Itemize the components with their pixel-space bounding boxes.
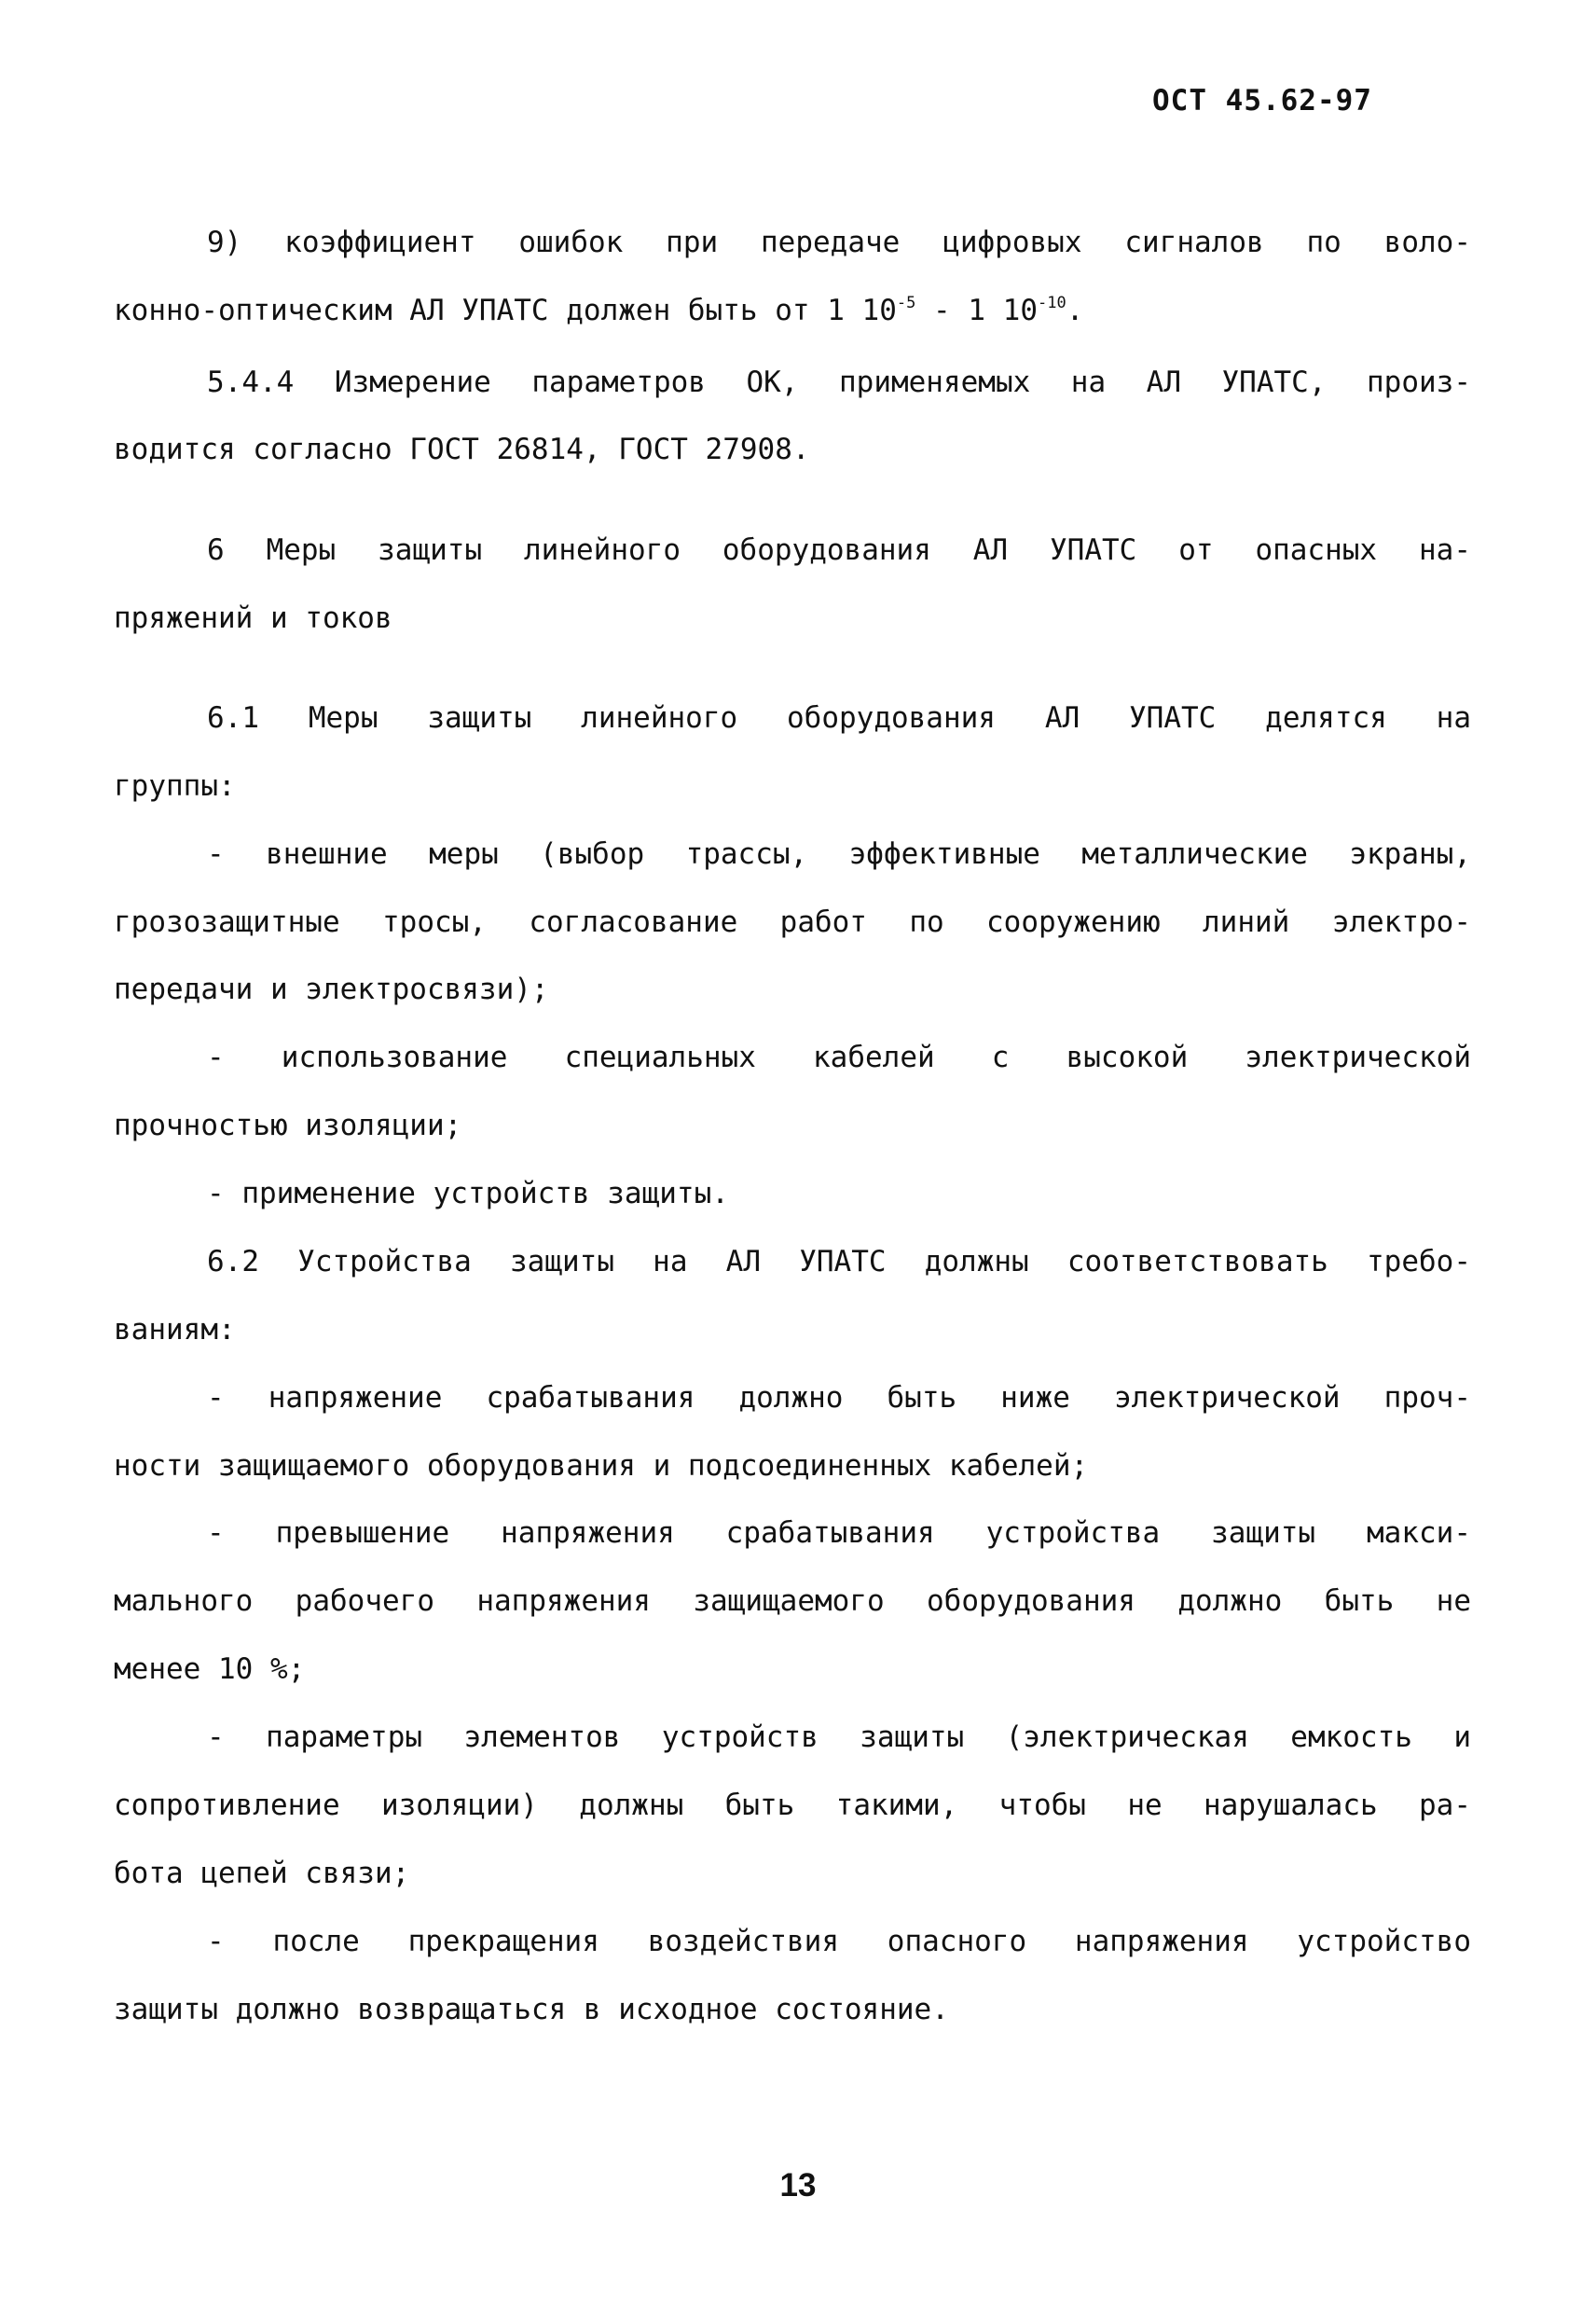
- s61-line1: 6.1 Меры защиты линейного оборудования АЛ УПАТС делятся на: [207, 701, 1471, 735]
- s62-bullet2-line1: - превышение напряжения срабатывания устройства защиты макси-: [207, 1516, 1471, 1550]
- s544-line2: водится согласно ГОСТ 26814, ГОСТ 27908.: [114, 433, 810, 466]
- s62-bullet4-line1: - после прекращения воздействия опасного напряжения устройство: [207, 1925, 1471, 1958]
- s62-line2: ваниям:: [114, 1313, 236, 1347]
- item9-line1: 9) коэффициент ошибок при передаче цифровых сигналов по воло-: [207, 226, 1471, 259]
- s62-bullet3-line3: бота цепей связи;: [114, 1857, 410, 1890]
- s62-bullet4-line2: защиты должно возвращаться в исходное состояние.: [114, 1993, 949, 2026]
- s61-bullet1-line1: - внешние меры (выбор трассы, эффективные металлические экраны,: [207, 837, 1471, 871]
- s62-bullet1-line2: ности защищаемого оборудования и подсоединенных кабелей;: [114, 1449, 1089, 1483]
- document-code: ОСТ 45.62-97: [1152, 84, 1372, 117]
- s61-line2: группы:: [114, 769, 236, 803]
- exponent-1: -5: [896, 294, 916, 312]
- page-number: 13: [779, 2167, 817, 2204]
- item9-line2-text: конно-оптическим АЛ УПАТС должен быть от 1 10: [114, 294, 897, 327]
- section6-heading-line1: 6 Меры защиты линейного оборудования АЛ УПАТС от опасных на-: [207, 533, 1471, 567]
- s61-bullet2-line2: прочностью изоляции;: [114, 1109, 462, 1142]
- s62-bullet3-line2: сопротивление изоляции) должны быть такими, чтобы не нарушалась ра-: [114, 1789, 1471, 1822]
- s61-bullet3-line1: - применение устройств защиты.: [207, 1177, 729, 1210]
- s62-bullet1-line1: - напряжение срабатывания должно быть ниже электрической проч-: [207, 1381, 1471, 1415]
- s62-bullet2-line3: менее 10 %;: [114, 1652, 306, 1686]
- s62-line1: 6.2 Устройства защиты на АЛ УПАТС должны соответствовать требо-: [207, 1245, 1471, 1278]
- section6-heading-line2: пряжений и токов: [114, 601, 392, 635]
- s544-line1: 5.4.4 Измерение параметров ОК, применяемых на АЛ УПАТС, произ-: [207, 366, 1471, 399]
- item9-line2: [114, 292, 1471, 329]
- s62-bullet2-line2: мального рабочего напряжения защищаемого оборудования должно быть не: [114, 1584, 1471, 1618]
- s62-bullet3-line1: - параметры элементов устройств защиты (электрическая емкость и: [207, 1720, 1471, 1754]
- exponent-2: -10: [1038, 294, 1066, 312]
- item9-end: .: [1066, 294, 1084, 327]
- item9-separator: - 1 10: [915, 294, 1039, 327]
- s61-bullet1-line3: передачи и электросвязи);: [114, 973, 549, 1006]
- s61-bullet2-line1: - использование специальных кабелей с высокой электрической: [207, 1041, 1471, 1074]
- s61-bullet1-line2: грозозащитные тросы, согласование работ по сооружению линий электро-: [114, 905, 1471, 939]
